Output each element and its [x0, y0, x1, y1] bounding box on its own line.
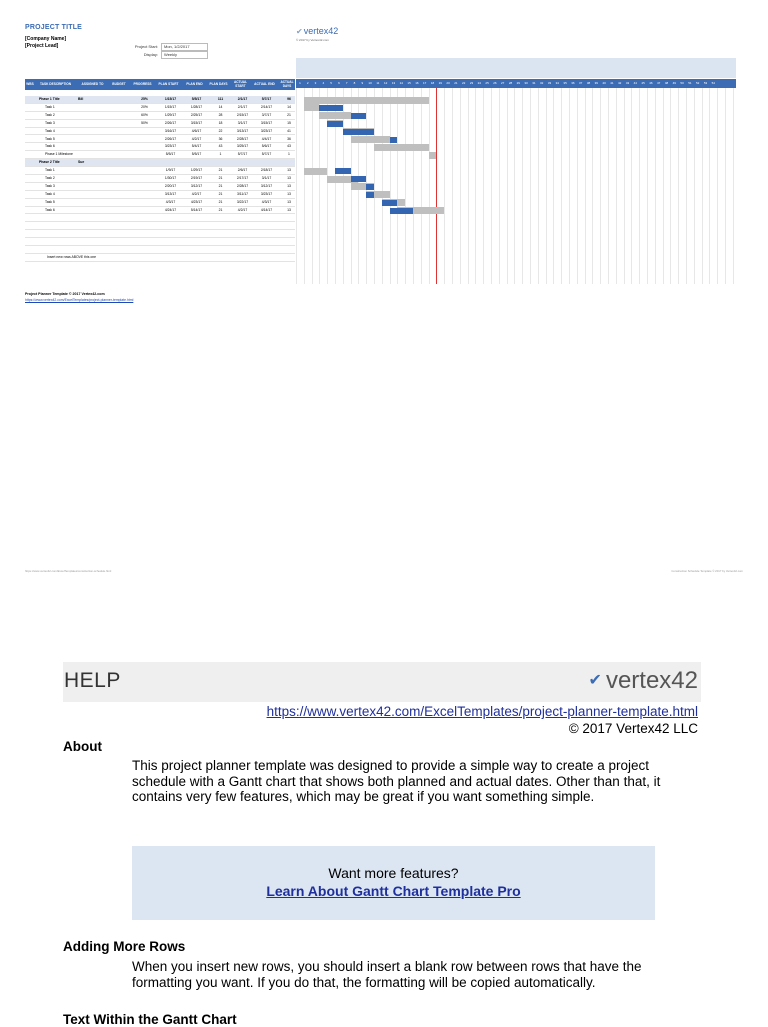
gantt-gridline [663, 88, 664, 284]
about-heading: About [63, 739, 102, 754]
gantt-gridline [499, 88, 500, 284]
cell-plan-end[interactable]: 2/19/17 [190, 176, 203, 180]
cell-plan-days[interactable]: 21 [218, 199, 223, 204]
cell-act-start[interactable]: 3/25/17 [236, 144, 249, 149]
table-row[interactable] [25, 215, 295, 223]
plan-bar [304, 97, 429, 104]
gantt-week-label: 8 [353, 81, 356, 85]
gantt-week-label: 15 [407, 81, 411, 85]
project-lead[interactable]: [Project Lead] [25, 43, 59, 49]
gantt-week-label: 48 [664, 81, 669, 85]
cell-task[interactable]: Task 4 [45, 128, 55, 133]
cell-act-end[interactable]: 3/15/17 [260, 120, 273, 125]
vertex42-mark-icon: ✔ [588, 672, 602, 689]
cell-plan-end[interactable]: 1/28/17 [190, 104, 203, 109]
gantt-gridline [405, 88, 406, 284]
table-row[interactable] [25, 120, 295, 128]
table-row[interactable] [25, 167, 295, 175]
today-marker [436, 88, 437, 284]
gantt-week-label: 29 [516, 81, 520, 85]
gantt-gridline [460, 88, 461, 284]
actual-bar [319, 105, 342, 111]
actual-bar [327, 121, 343, 127]
table-row[interactable] [25, 207, 295, 215]
gantt-week-label: 24 [477, 81, 481, 85]
gantt-week-label: 23 [469, 81, 474, 85]
cell-act-days[interactable]: 13 [287, 199, 291, 204]
cell-act-days[interactable]: 1 [288, 152, 290, 157]
cell-act-end[interactable]: 4/4/17 [261, 136, 272, 141]
gantt-gridline [483, 88, 484, 284]
gantt-week-label: 28 [508, 81, 513, 85]
cell-act-end[interactable]: 2/18/17 [260, 168, 273, 173]
promo-box [132, 846, 655, 920]
gantt-week-label: 50 [680, 81, 684, 85]
gantt-gridline [678, 88, 679, 284]
gantt-gridline [702, 88, 703, 284]
cell-plan-end[interactable]: 5/5/17 [191, 152, 202, 157]
vertex42-logo [296, 26, 338, 36]
cell-plan-start[interactable]: 3/13/17 [164, 191, 177, 196]
gantt-week-label: 33 [547, 81, 552, 85]
vertex42-logo-large [589, 667, 698, 695]
cell-plan-end[interactable]: 1/29/17 [190, 168, 203, 173]
display-label: Display: [143, 52, 158, 57]
table-row[interactable] [25, 159, 295, 167]
cell-progress[interactable]: 60% [141, 112, 148, 117]
cell-plan-start[interactable]: 2/26/17 [164, 136, 177, 141]
cell-plan-end[interactable]: 4/6/17 [191, 128, 202, 133]
gantt-week-label: 14 [399, 81, 403, 85]
table-row[interactable] [25, 230, 295, 238]
column-header: ACTUAL DAYS [280, 79, 294, 88]
cell-act-end[interactable]: 5/6/17 [261, 144, 272, 149]
cell-act-start[interactable]: 5/7/17 [237, 152, 248, 157]
cell-act-days[interactable]: 43 [287, 144, 291, 149]
table-row[interactable] [25, 104, 295, 112]
cell-act-start[interactable]: 4/2/17 [237, 207, 248, 212]
gantt-gridline [569, 88, 570, 284]
gantt-week-label: 1 [299, 81, 301, 85]
cell-plan-end[interactable]: 4/23/17 [190, 199, 203, 204]
column-header: ACTUAL START [233, 79, 248, 88]
gantt-week-label: 6 [338, 81, 340, 85]
actual-bar [343, 129, 374, 135]
gantt-week-label: 52 [696, 81, 700, 85]
gantt-gridline [296, 88, 297, 284]
gantt-gridline [538, 88, 539, 284]
cell-plan-start[interactable]: 1/15/17 [164, 97, 177, 101]
table-row[interactable] [25, 151, 295, 159]
gantt-week-label: 22 [462, 81, 466, 85]
gantt-week-label: 27 [501, 81, 505, 85]
gantt-week-label: 25 [485, 81, 489, 85]
gantt-gridline [507, 88, 508, 284]
cell-task[interactable]: Task 3 [45, 183, 55, 188]
cell-act-start[interactable]: 2/6/17 [237, 168, 248, 173]
gantt-week-label: 54 [711, 81, 715, 85]
table-row[interactable] [25, 143, 295, 151]
cell-act-days[interactable]: 14 [287, 104, 291, 109]
gantt-week-label: 20 [446, 81, 450, 85]
cell-plan-days[interactable]: 21 [218, 176, 223, 180]
page-footer-right: Construction Schedule Template © 2017 by Vertex42.com [671, 569, 743, 573]
display-field [125, 51, 208, 59]
cell-task[interactable]: Phase 1 Milestone [45, 152, 73, 157]
gantt-week-label: 11 [376, 81, 380, 85]
gantt-gridline [514, 88, 515, 284]
template-credit: Project Planner Template © 2017 Vertex42.com [25, 292, 105, 296]
gantt-week-label: 35 [563, 81, 567, 85]
table-row[interactable] [25, 238, 295, 246]
cell-act-start[interactable]: 2/28/17 [236, 183, 249, 188]
gantt-week-label: 16 [415, 81, 419, 85]
plan-bar [304, 168, 327, 175]
cell-act-end[interactable]: 4/14/17 [260, 207, 273, 212]
gantt-week-label: 44 [633, 81, 637, 85]
gantt-week-label: 31 [532, 81, 536, 85]
text-gantt-heading: Text Within the Gantt Chart [63, 1012, 237, 1027]
gantt-gridline [585, 88, 586, 284]
vertex42-mark-icon: ✔ [296, 27, 303, 36]
cell-task[interactable]: Phase 1 Title [39, 97, 60, 101]
gantt-week-label: 38 [586, 81, 591, 85]
column-header: ASSIGNED TO [81, 81, 104, 86]
gantt-grid [296, 88, 736, 284]
table-row[interactable] [25, 96, 295, 104]
column-header: BUDGET [112, 81, 126, 86]
project-title[interactable]: PROJECT TITLE [25, 24, 83, 31]
help-title: HELP [64, 669, 121, 692]
gantt-gridline [522, 88, 523, 284]
gantt-week-label: 7 [345, 81, 348, 85]
cell-task[interactable]: Insert new rows ABOVE this one [47, 255, 96, 259]
gantt-chart [296, 58, 736, 284]
gantt-week-label: 39 [594, 81, 598, 85]
cell-progress[interactable]: 25% [141, 97, 148, 101]
cell-act-days[interactable]: 13 [287, 176, 291, 180]
cell-assigned[interactable]: Bill [78, 97, 84, 101]
about-text: This project planner template was designed to provide a simple way to create a project schedule with a Gantt chart that shows both planned and actual dates. Other than that, it contains very few features, which may be great if you want something simple. [132, 758, 661, 804]
gantt-week-label: 21 [454, 81, 458, 85]
table-row[interactable] [25, 199, 295, 207]
gantt-gridline [491, 88, 492, 284]
cell-act-end[interactable]: 3/23/17 [260, 128, 273, 133]
gantt-date-header [296, 58, 736, 78]
cell-plan-days[interactable]: 43 [218, 144, 223, 149]
plan-bar [429, 152, 437, 159]
gantt-gridline [421, 88, 422, 284]
gantt-gridline [686, 88, 687, 284]
gantt-gridline [639, 88, 640, 284]
cell-plan-end[interactable]: 4/2/17 [191, 191, 202, 196]
table-header [25, 79, 295, 90]
gantt-week-label: 5 [330, 81, 332, 85]
gantt-gridline [413, 88, 414, 284]
gantt-gridline [592, 88, 593, 284]
gantt-gridline [600, 88, 601, 284]
cell-act-end[interactable]: 3/7/17 [261, 112, 272, 117]
cell-plan-days[interactable]: 1 [219, 152, 222, 157]
column-header: WBS [26, 81, 34, 86]
logo-large-text: vertex42 [605, 667, 698, 694]
promo-link[interactable]: Learn About Gantt Chart Template Pro [266, 883, 521, 899]
display-select[interactable]: Weekly [161, 51, 208, 59]
cell-act-end[interactable]: 2/14/17 [260, 104, 273, 109]
cell-act-days[interactable]: 13 [287, 168, 291, 173]
column-header: PROGRESS [133, 81, 152, 86]
cell-act-start[interactable]: 3/13/17 [236, 128, 249, 133]
help-copyright: © 2017 Vertex42 LLC [568, 721, 698, 736]
actual-bar [382, 200, 398, 206]
gantt-gridline [709, 88, 710, 284]
cell-plan-days[interactable]: 22 [218, 128, 223, 133]
cell-plan-end[interactable]: 3/12/17 [190, 183, 203, 188]
gantt-gridline [397, 88, 398, 284]
cell-plan-start[interactable]: 3/23/17 [164, 144, 177, 149]
cell-task[interactable]: Task 6 [45, 144, 55, 149]
gantt-week-label: 53 [703, 81, 708, 85]
cell-act-end[interactable]: 5/7/17 [261, 97, 272, 101]
gantt-week-label: 34 [555, 81, 559, 85]
cell-plan-end[interactable]: 3/15/17 [190, 120, 203, 125]
gantt-gridline [374, 88, 375, 284]
cell-plan-days[interactable]: 14 [218, 104, 223, 109]
cell-act-start[interactable]: 2/1/17 [237, 104, 248, 109]
gantt-gridline [390, 88, 391, 284]
table-row[interactable] [25, 175, 295, 183]
gantt-gridline [561, 88, 562, 284]
cell-plan-start[interactable]: 4/3/17 [165, 199, 176, 204]
gantt-gridline [631, 88, 632, 284]
table-row[interactable] [25, 222, 295, 230]
gantt-week-label: 47 [657, 81, 661, 85]
cell-act-end[interactable]: 3/23/17 [260, 191, 273, 196]
plan-bar [304, 104, 320, 111]
table-row[interactable] [25, 112, 295, 120]
gantt-gridline [624, 88, 625, 284]
cell-plan-days[interactable]: 36 [218, 136, 223, 141]
cell-act-days[interactable]: 13 [287, 191, 291, 196]
gantt-gridline [553, 88, 554, 284]
logo-text: vertex42 [303, 26, 339, 36]
cell-task[interactable]: Phase 2 Title [39, 160, 60, 165]
logo-subtext: © 2017 by Vertex42.com [296, 38, 329, 42]
plan-bar [319, 112, 350, 119]
gantt-gridline [655, 88, 656, 284]
template-link[interactable]: https://www.vertex42.com/ExcelTemplates/project-planner-template.html [25, 298, 134, 302]
gantt-week-label: 2 [306, 81, 309, 85]
gantt-gridline [733, 88, 734, 284]
project-start-input[interactable]: Mon, 1/2/2017 [161, 43, 208, 51]
gantt-gridline [429, 88, 430, 284]
gantt-gridline [647, 88, 648, 284]
cell-act-end[interactable]: 4/3/17 [261, 199, 272, 204]
cell-plan-days[interactable]: 111 [217, 97, 224, 101]
cell-act-days[interactable]: 21 [287, 112, 291, 117]
gantt-week-label: 4 [322, 81, 325, 85]
cell-assigned[interactable]: Sue [78, 160, 85, 165]
gantt-week-label: 40 [602, 81, 606, 85]
gantt-week-label: 17 [423, 81, 427, 85]
gantt-gridline [475, 88, 476, 284]
cell-act-days[interactable]: 13 [287, 183, 291, 188]
gantt-gridline [725, 88, 726, 284]
cell-plan-start[interactable]: 1/29/17 [164, 112, 177, 117]
cell-act-end[interactable]: 3/1/17 [261, 176, 272, 180]
cell-plan-start[interactable]: 5/5/17 [165, 152, 176, 157]
cell-plan-end[interactable]: 5/4/17 [191, 144, 202, 149]
gantt-gridline [616, 88, 617, 284]
gantt-week-label: 36 [571, 81, 575, 85]
cell-plan-days[interactable]: 21 [218, 183, 223, 188]
cell-act-start[interactable]: 2/28/17 [236, 136, 249, 141]
gantt-week-label: 19 [438, 81, 442, 85]
gantt-gridline [608, 88, 609, 284]
gantt-gridline [444, 88, 445, 284]
cell-act-start[interactable]: 3/1/17 [237, 120, 248, 125]
gantt-week-label: 42 [618, 81, 622, 85]
table-row[interactable] [25, 128, 295, 136]
actual-bar [366, 184, 374, 190]
cell-plan-end[interactable]: 5/14/17 [190, 207, 203, 212]
actual-bar [351, 113, 367, 119]
column-header: PLAN END [186, 81, 203, 86]
column-header: PLAN DAYS [209, 81, 228, 86]
table-row[interactable] [25, 191, 295, 199]
gantt-week-label: 37 [579, 81, 583, 85]
table-row[interactable] [25, 254, 295, 262]
cell-act-days[interactable]: 15 [287, 120, 291, 125]
cell-plan-days[interactable]: 21 [218, 191, 223, 196]
actual-bar [390, 208, 413, 214]
cell-plan-days[interactable]: 18 [218, 120, 223, 125]
gantt-week-label: 32 [540, 81, 544, 85]
gantt-week-label: 41 [610, 81, 614, 85]
cell-plan-end[interactable]: 2/25/17 [190, 112, 203, 117]
cell-plan-days[interactable]: 21 [218, 207, 223, 212]
gantt-gridline [670, 88, 671, 284]
column-header: PLAN START [158, 81, 179, 86]
cell-act-start[interactable]: 2/15/17 [236, 112, 249, 117]
adding-rows-text: When you insert new rows, you should insert a blank row between rows that have the formatting you want. If you do that, the formatting will be copied automatically. [132, 959, 642, 990]
cell-plan-start[interactable]: 4/24/17 [164, 207, 177, 212]
cell-task[interactable]: Task 2 [45, 176, 55, 180]
cell-act-end[interactable]: 3/12/17 [260, 183, 273, 188]
gantt-gridline [530, 88, 531, 284]
cell-act-start[interactable]: 3/11/17 [236, 191, 249, 196]
project-start-field [125, 43, 208, 51]
gantt-week-label: 12 [384, 81, 388, 85]
cell-plan-start[interactable]: 1/30/17 [164, 176, 177, 180]
gantt-week-label: 13 [391, 81, 396, 85]
actual-bar [390, 137, 398, 143]
gantt-week-label: 26 [493, 81, 497, 85]
cell-task[interactable]: Task 5 [45, 199, 55, 204]
plan-bar [374, 144, 429, 151]
table-row[interactable] [25, 183, 295, 191]
cell-plan-days[interactable]: 21 [218, 168, 223, 173]
cell-task[interactable]: Task 3 [45, 120, 55, 125]
cell-act-days[interactable]: 41 [287, 128, 291, 133]
table-row[interactable] [25, 246, 295, 254]
adding-rows-heading: Adding More Rows [63, 939, 186, 954]
gantt-week-numbers [296, 79, 736, 88]
cell-act-days[interactable]: 36 [287, 136, 291, 141]
gantt-week-label: 9 [361, 81, 364, 85]
cell-act-start[interactable]: 2/1/17 [237, 97, 248, 101]
help-template-link[interactable]: https://www.vertex42.com/ExcelTemplates/project-planner-template.html [266, 704, 698, 719]
gantt-week-label: 49 [672, 81, 676, 85]
cell-task[interactable]: Task 2 [45, 112, 55, 117]
project-start-label: Project Start: [134, 44, 158, 49]
cell-task[interactable]: Task 6 [45, 207, 55, 212]
cell-task[interactable]: Task 5 [45, 136, 55, 141]
cell-plan-days[interactable]: 28 [218, 112, 223, 117]
gantt-gridline [452, 88, 453, 284]
gantt-week-label: 43 [625, 81, 630, 85]
gantt-gridline [546, 88, 547, 284]
gantt-week-label: 3 [314, 81, 317, 85]
actual-bar [335, 168, 351, 174]
plan-bar [351, 136, 390, 143]
gantt-week-label: 45 [641, 81, 645, 85]
page-footer-left: https://www.vertex42.com/ExcelTemplates/construction-schedule.html [25, 569, 112, 573]
actual-bar [366, 192, 374, 198]
cell-act-end[interactable]: 5/7/17 [261, 152, 272, 157]
gantt-week-label: 46 [649, 81, 653, 85]
cell-plan-start[interactable]: 1/9/17 [165, 168, 176, 173]
cell-plan-start[interactable]: 2/20/17 [164, 183, 177, 188]
cell-act-days[interactable]: 96 [287, 97, 291, 101]
cell-plan-start[interactable]: 1/15/17 [164, 104, 177, 109]
table-row[interactable] [25, 136, 295, 144]
cell-plan-end[interactable]: 5/5/17 [191, 97, 202, 101]
gantt-gridline [312, 88, 313, 284]
gantt-gridline [468, 88, 469, 284]
company-name[interactable]: [Company Name] [25, 36, 67, 42]
cell-progress[interactable]: 50% [141, 120, 148, 125]
column-header: TASK DESCRIPTION [39, 81, 72, 86]
cell-plan-start[interactable]: 3/16/17 [164, 128, 177, 133]
gantt-gridline [304, 88, 305, 284]
gantt-week-label: 30 [524, 81, 528, 85]
cell-act-start[interactable]: 3/22/17 [236, 199, 249, 204]
column-header: ACTUAL END [254, 81, 275, 86]
gantt-gridline [694, 88, 695, 284]
promo-line: Want more features? [328, 865, 459, 881]
cell-act-days[interactable]: 13 [287, 207, 291, 212]
gantt-week-label: 10 [368, 81, 372, 85]
cell-task[interactable]: Task 1 [45, 168, 55, 173]
cell-plan-start[interactable]: 2/26/17 [164, 120, 177, 125]
gantt-gridline [717, 88, 718, 284]
gantt-week-label: 18 [430, 81, 435, 85]
gantt-gridline [577, 88, 578, 284]
gantt-gridline [382, 88, 383, 284]
actual-bar [351, 176, 367, 182]
cell-task[interactable]: Task 4 [45, 191, 55, 196]
cell-act-start[interactable]: 2/17/17 [236, 176, 249, 180]
cell-task[interactable]: Task 1 [45, 104, 55, 109]
cell-plan-end[interactable]: 4/2/17 [191, 136, 202, 141]
cell-progress[interactable]: 20% [141, 104, 148, 109]
gantt-week-label: 51 [688, 81, 692, 85]
